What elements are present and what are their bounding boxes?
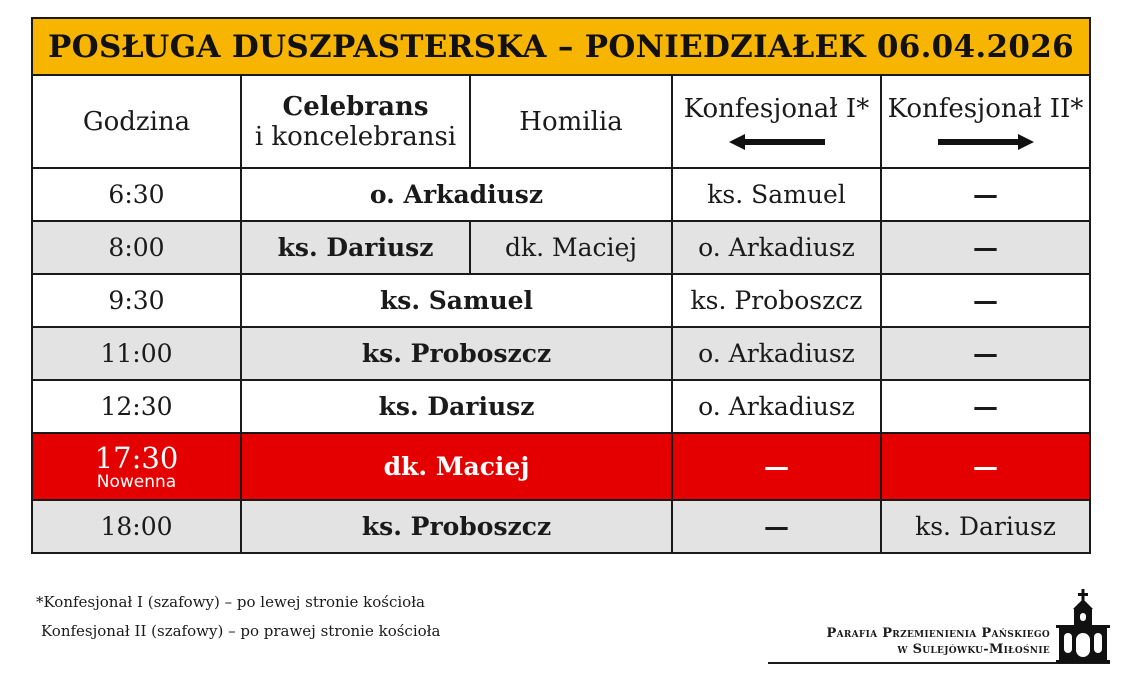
celebrans-cell: ks. Dariusz (241, 380, 672, 433)
table-row (32, 274, 1090, 327)
konf2-cell: — (881, 433, 1090, 500)
table-row (32, 380, 1090, 433)
time-cell: 18:00 (32, 500, 241, 553)
konf1-cell: — (672, 433, 881, 500)
schedule-table (31, 17, 1091, 554)
homilia-cell: dk. Maciej (470, 221, 672, 274)
celebrans-cell: ks. Proboszcz (241, 327, 672, 380)
time-cell: 12:30 (32, 380, 241, 433)
nowenna-note: Nowenna (96, 471, 177, 492)
page-title: POSŁUGA DUSZPASTERSKA – PONIEDZIAŁEK 06.04.2026 (32, 18, 1090, 75)
parish-name (768, 626, 1050, 658)
header-konf1-label: Konfesjonał I* (683, 93, 870, 124)
time-label: 17:30 (94, 440, 179, 475)
church-icon (1056, 589, 1110, 663)
konf2-cell: ks. Dariusz (881, 500, 1090, 553)
footnote-konfesjonal-2: Konfesjonał II (szafowy) – po prawej stronie kościoła (41, 622, 441, 640)
parish-line-1: Parafia Przemienienia Pańskiego (826, 626, 1050, 641)
konf1-cell: o. Arkadiusz (672, 380, 881, 433)
konf1-cell: — (672, 500, 881, 553)
header-konfesjonal-1 (672, 75, 881, 168)
celebrans-cell: ks. Proboszcz (241, 500, 672, 553)
header-row (32, 75, 1090, 168)
table-row-highlighted (32, 433, 1090, 500)
konf1-cell: ks. Proboszcz (672, 274, 881, 327)
konf1-cell: o. Arkadiusz (672, 221, 881, 274)
header-homilia: Homilia (470, 75, 672, 168)
time-cell: 6:30 (32, 168, 241, 221)
header-konfesjonal-2 (881, 75, 1090, 168)
table-row (32, 500, 1090, 553)
celebrans-cell: ks. Samuel (241, 274, 672, 327)
konf2-cell: — (881, 380, 1090, 433)
table-row (32, 221, 1090, 274)
parish-line-2: w Sulejówku-Miłośnie (897, 642, 1050, 657)
right-arrow-icon (938, 134, 1034, 150)
header-koncelebransi-label: i koncelebransi (254, 121, 457, 152)
header-godzina: Godzina (32, 75, 241, 168)
konf2-cell: — (881, 327, 1090, 380)
time-cell (32, 433, 241, 500)
celebrans-cell: o. Arkadiusz (241, 168, 672, 221)
footnote-konfesjonal-1: *Konfesjonał I (szafowy) – po lewej stronie kościoła (36, 593, 426, 611)
header-konf2-label: Konfesjonał II* (887, 93, 1084, 124)
konf1-cell: ks. Samuel (672, 168, 881, 221)
header-celebrans-label: Celebrans (282, 91, 429, 122)
table-row (32, 327, 1090, 380)
konf1-cell: o. Arkadiusz (672, 327, 881, 380)
header-celebrans (241, 75, 470, 168)
time-cell: 9:30 (32, 274, 241, 327)
time-cell: 8:00 (32, 221, 241, 274)
celebrans-cell: dk. Maciej (241, 433, 672, 500)
konf2-cell: — (881, 221, 1090, 274)
konf2-cell: — (881, 168, 1090, 221)
celebrans-cell: ks. Dariusz (241, 221, 470, 274)
table-row (32, 168, 1090, 221)
konf2-cell: — (881, 274, 1090, 327)
left-arrow-icon (729, 134, 825, 150)
time-cell: 11:00 (32, 327, 241, 380)
